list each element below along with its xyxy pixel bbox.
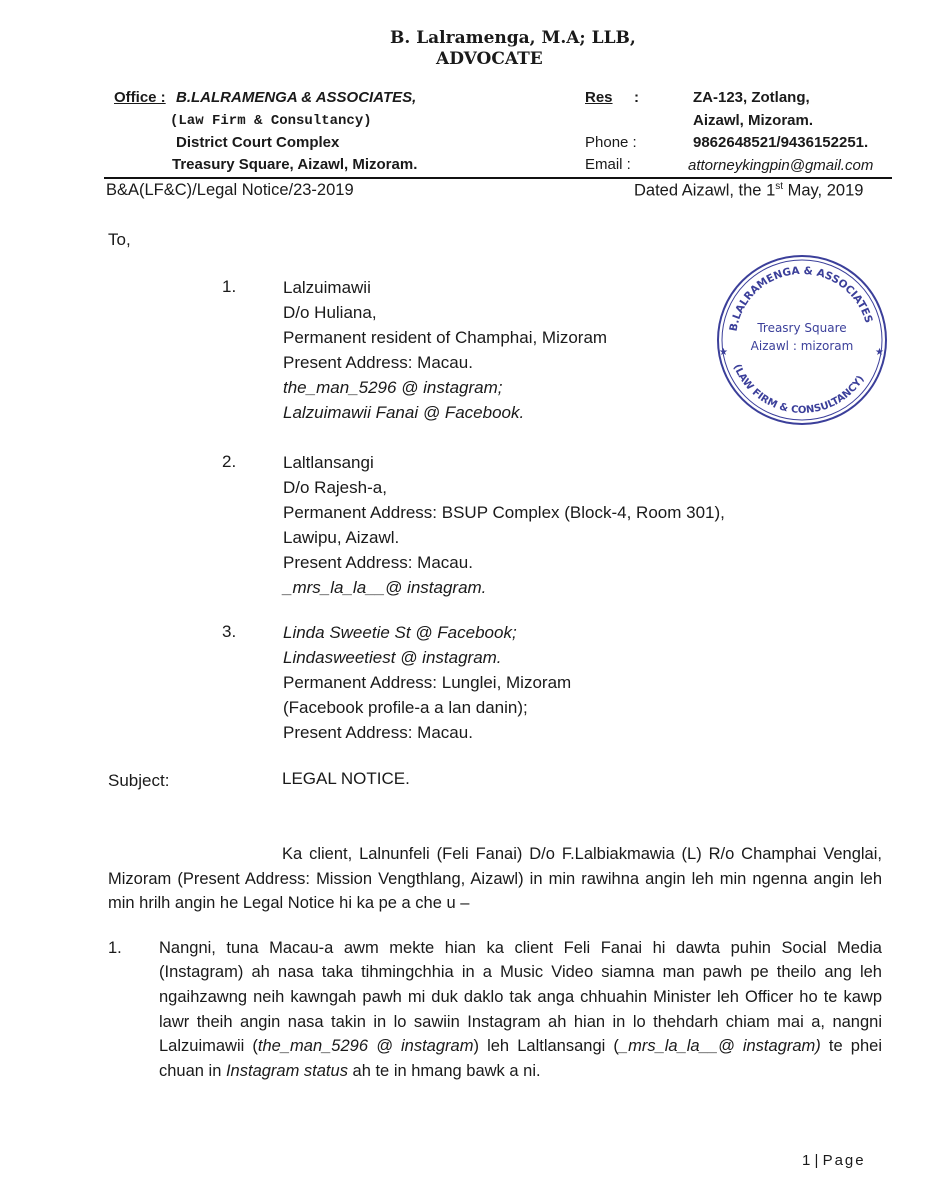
office-line: District Court Complex: [176, 134, 340, 151]
star-icon: ★: [875, 347, 884, 358]
recipient-line: Present Address: Macau.: [283, 353, 473, 372]
recipient-line: (Facebook profile-a a lan danin);: [283, 698, 528, 717]
recipient-number: 3.: [222, 622, 237, 641]
letter-date: [634, 181, 863, 201]
recipient-handle: Lalzuimawii Fanai @ Facebook.: [283, 403, 525, 422]
res-line: ZA-123, Zotlang,: [693, 89, 810, 106]
subject-label: Subject:: [108, 771, 170, 790]
recipient-handle: Linda Sweetie St @ Facebook;: [283, 623, 517, 642]
advocate-name: B. Lalramenga, M.A; LLB,: [390, 28, 636, 48]
recipient-handle: Lindasweetiest @ instagram.: [283, 648, 502, 667]
intro-paragraph: Ka client, Lalnunfeli (Feli Fanai) D/o F.Lalbiakmawia (L) R/o Champhai Venglai, Mizoram (Present Address: Mission Vengthlang, Aizawl) in min rawihna angin leh min ngenna angin leh min hrilh angin he Legal Notice hi ka pe a che u –: [108, 845, 882, 913]
recipient-handle: the_man_5296 @ instagram;: [283, 378, 503, 397]
point-number: 1.: [108, 938, 122, 957]
recipient-line: D/o Rajesh-a,: [283, 478, 387, 497]
text: ah te in hmang bawk a ni.: [347, 1061, 541, 1080]
recipient-line: Laltlansangi: [283, 453, 374, 472]
recipient-line: Present Address: Macau.: [283, 723, 473, 742]
colon: :: [634, 89, 639, 106]
recipient-2: [283, 450, 725, 600]
stamp-top-text: B.LALRAMENGA & ASSOCIATES: [727, 264, 875, 333]
phone-number: 9862648521/9436152251.: [693, 134, 869, 151]
recipient-1: [283, 275, 607, 425]
handle: _mrs_la_la__@ instagram): [618, 1037, 821, 1056]
handle: the_man_5296 @ instagram: [257, 1037, 474, 1056]
office-label: Office :: [114, 89, 166, 106]
text: te phei chuan in: [159, 1037, 882, 1080]
res-line: Aizawl, Mizoram.: [693, 112, 814, 129]
office-firm-type: (Law Firm & Consultancy): [170, 113, 372, 129]
to-label: To,: [108, 230, 131, 249]
stamp-bottom-text: (LAW FIRM & CONSULTANCY): [730, 362, 867, 416]
star-icon: ★: [719, 347, 728, 358]
header-divider: [104, 177, 892, 179]
page-footer: [802, 1152, 866, 1169]
recipient-handle: _mrs_la_la__@ instagram.: [283, 578, 487, 597]
email-address: attorneykingpin@gmail.com: [688, 157, 874, 174]
firm-stamp: [712, 252, 892, 427]
subject-value: LEGAL NOTICE.: [282, 769, 410, 788]
date-suffix: May, 2019: [783, 181, 864, 200]
reference-number: B&A(LF&C)/Legal Notice/23-2019: [106, 181, 354, 199]
office-line: Treasury Square, Aizawl, Mizoram.: [172, 156, 418, 173]
text: ) leh Laltlansangi (: [473, 1037, 619, 1056]
phone-label: Phone :: [585, 134, 637, 151]
res-label: Res: [585, 89, 613, 106]
office-firm: B.LALRAMENGA & ASSOCIATES,: [176, 89, 417, 106]
date-sup: st: [775, 181, 784, 192]
email-label: Email :: [585, 156, 631, 173]
recipient-3: [283, 620, 571, 745]
text: Nangni, tuna Macau-a awm mekte hian ka client Feli Fanai hi dawta puhin Social Media (Instagram) ah nasa taka tihmingchhia in a Music Video siamna man pawh pe theilo ang leh ngaihzawng neih kawngah pawh mi duk daklo tak anga chhuahin Minister leh Officer ho te kawp lawr theih angin nasa takin in lo sawiin Instagram ah hian in lo thehdarh chiam mai a, nangni Lalzuimawii (: [159, 938, 882, 1056]
recipient-line: D/o Huliana,: [283, 303, 377, 322]
recipient-line: Present Address: Macau.: [283, 553, 473, 572]
separator: |: [810, 1152, 823, 1169]
recipient-line: Lalzuimawii: [283, 278, 371, 297]
advocate-title: ADVOCATE: [436, 49, 543, 69]
stamp-center-1: Treasry Square: [757, 321, 847, 335]
recipient-line: Permanent resident of Champhai, Mizoram: [283, 328, 608, 347]
recipient-line: Permanent Address: BSUP Complex (Block-4, Room 301),: [283, 503, 725, 522]
recipient-number: 1.: [222, 277, 237, 296]
page-label: Page: [822, 1152, 866, 1169]
date-prefix: Dated Aizawl, the 1: [634, 181, 776, 200]
recipient-line: Permanent Address: Lunglei, Mizoram: [283, 673, 572, 692]
page-number: 1: [802, 1152, 811, 1169]
point-1: [108, 936, 882, 1084]
recipient-number: 2.: [222, 452, 237, 471]
recipient-line: Lawipu, Aizawl.: [283, 528, 400, 547]
stamp-center-2: Aizawl : mizoram: [750, 339, 854, 353]
point-1-paragraph: [159, 936, 882, 1084]
notice-body: [108, 842, 882, 1083]
text-italic: Instagram status: [225, 1061, 348, 1080]
